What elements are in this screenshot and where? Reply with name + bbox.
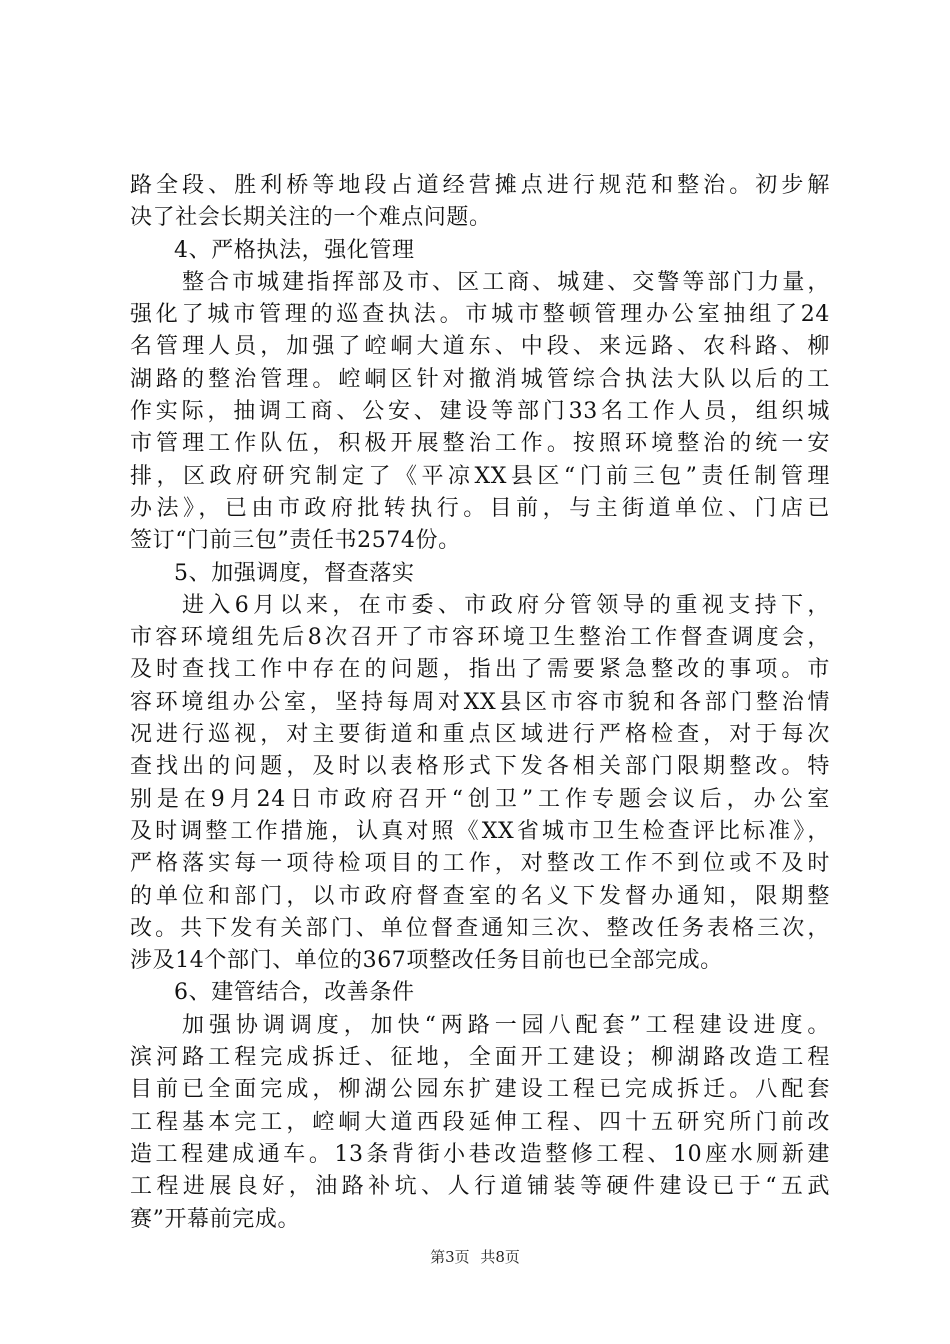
text-line: 容环境组办公室，坚持每周对XX县区市容市貌和各部门整治情 — [130, 689, 830, 715]
document-body — [130, 170, 830, 1236]
section-heading: 4、严格执法，强化管理 — [174, 237, 415, 263]
text-line: 改。共下发有关部门、单位督查通知三次、整改任务表格三次， — [130, 915, 830, 941]
text-line: 目前已全面完成，柳湖公园东扩建设工程已完成拆迁。八配套 — [130, 1077, 830, 1103]
text-line: 及时调整工作措施，认真对照《XX省城市卫生检查评比标准》， — [130, 818, 830, 844]
text-line: 严格落实每一项待检项目的工作，对整改工作不到位或不及时 — [130, 851, 830, 877]
text-line: 工程基本完工，崆峒大道西段延伸工程、四十五研究所门前改 — [130, 1109, 830, 1135]
section-heading: 5、加强调度，督查落实 — [174, 560, 415, 586]
text-line: 强化了城市管理的巡查执法。市城市整顿管理办公室抽组了24 — [130, 302, 830, 328]
section-heading: 6、建管结合，改善条件 — [174, 980, 415, 1006]
text-line: 滨河路工程完成拆迁、征地，全面开工建设；柳湖路改造工程 — [130, 1045, 830, 1071]
text-line: 查找出的问题，及时以表格形式下发各相关部门限期整改。特 — [130, 754, 830, 780]
text-line: 加强协调调度，加快“两路一园八配套”工程建设进度。 — [182, 1012, 830, 1038]
text-line: 市管理工作队伍，积极开展整治工作。按照环境整治的统一安 — [130, 431, 830, 457]
text-line: 办法》，已由市政府批转执行。目前，与主街道单位、门店已 — [130, 495, 830, 521]
text-line: 决了社会长期关注的一个难点问题。 — [130, 205, 492, 231]
text-line: 况进行巡视，对主要街道和重点区域进行严格检查，对于每次 — [130, 722, 830, 748]
text-line: 作实际，抽调工商、公安、建设等部门33名工作人员，组织城 — [130, 399, 830, 425]
page-number: 第3页 — [430, 1248, 470, 1266]
text-line: 进入6月以来，在市委、市政府分管领导的重视支持下， — [182, 592, 830, 618]
page-footer — [0, 1246, 950, 1267]
text-line: 赛”开幕前完成。 — [130, 1206, 301, 1232]
text-line: 涉及14个部门、单位的367项整改任务目前也已全部完成。 — [130, 948, 723, 974]
text-line: 名管理人员，加强了崆峒大道东、中段、来远路、农科路、柳 — [130, 334, 830, 360]
text-line: 市容环境组先后8次召开了市容环境卫生整治工作督查调度会， — [130, 625, 830, 651]
text-line: 签订“门前三包”责任书2574份。 — [130, 528, 461, 554]
text-line: 工程进展良好，油路补坑、人行道铺装等硬件建设已于“五武 — [130, 1174, 830, 1200]
text-line: 及时查找工作中存在的问题，指出了需要紧急整改的事项。市 — [130, 657, 830, 683]
text-line: 别是在9月24日市政府召开“创卫”工作专题会议后，办公室 — [130, 786, 830, 812]
page-total: 共8页 — [480, 1248, 520, 1266]
text-line: 造工程建成通车。13条背街小巷改造整修工程、10座水厕新建 — [130, 1141, 830, 1167]
text-line: 排，区政府研究制定了《平凉XX县区“门前三包”责任制管理 — [130, 463, 830, 489]
text-line: 整合市城建指挥部及市、区工商、城建、交警等部门力量， — [182, 269, 830, 295]
text-line: 湖路的整治管理。崆峒区针对撤消城管综合执法大队以后的工 — [130, 366, 830, 392]
text-line: 的单位和部门，以市政府督查室的名义下发督办通知，限期整 — [130, 883, 830, 909]
text-line: 路全段、胜利桥等地段占道经营摊点进行规范和整治。初步解 — [130, 173, 830, 198]
